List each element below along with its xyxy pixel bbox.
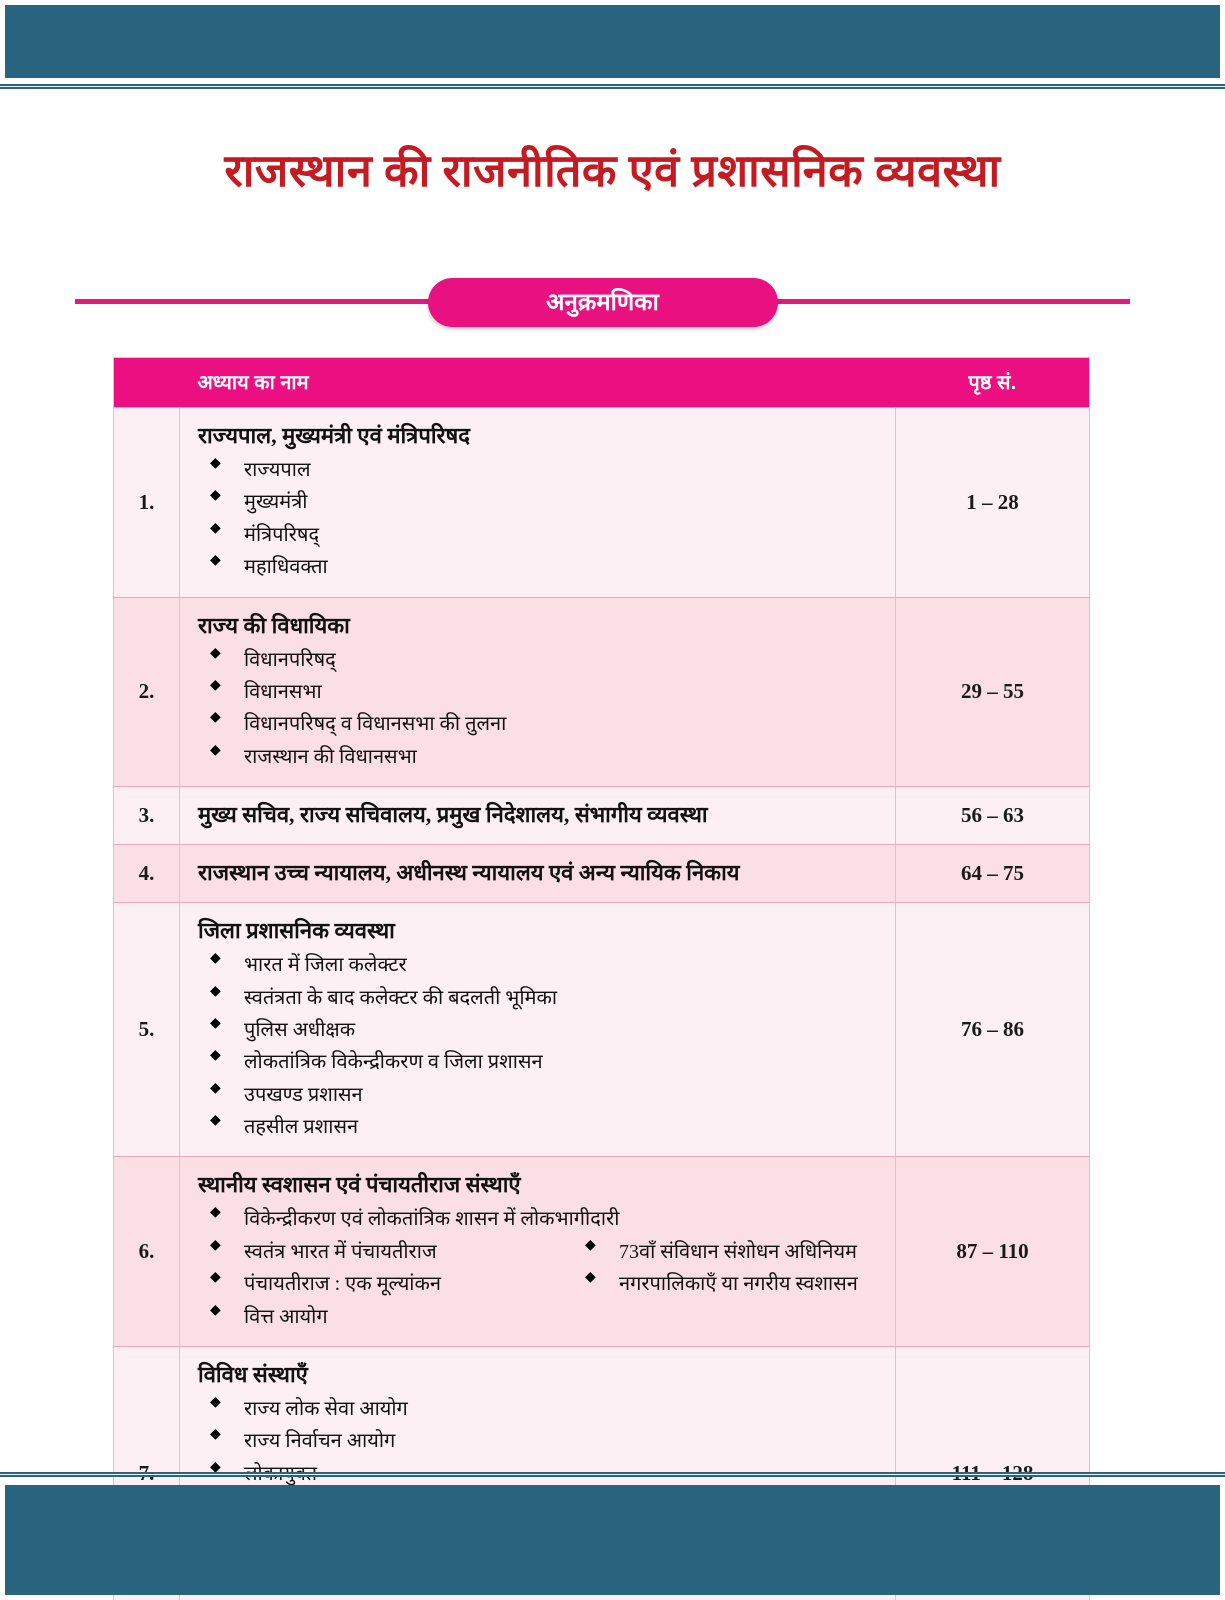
chapter-bullet-list (198, 454, 885, 584)
page-title: राजस्थान की राजनीतिक एवं प्रशासनिक व्यवस्था (224, 146, 1001, 196)
bullet-item: ◆ राज्य निर्वाचन आयोग (198, 1425, 885, 1457)
bullet-item: ◆ तहसील प्रशासन (198, 1111, 885, 1143)
row-serial-number: 1. (114, 408, 180, 598)
header-divider (0, 84, 1225, 89)
table-row (114, 1157, 1090, 1347)
chapter-title: विविध संस्थाएँ (198, 1362, 308, 1388)
chapter-title: राजस्थान उच्च न्यायालय, अधीनस्थ न्यायालय एवं अन्य न्यायिक निकाय (198, 860, 740, 886)
bullet-column-left (198, 1236, 573, 1333)
row-page-range: 87 – 110 (896, 1157, 1090, 1347)
bullet-column-right (573, 1236, 885, 1333)
column-header-serial (114, 358, 180, 408)
bullet-item: ◆ स्वतंत्र भारत में पंचायतीराज (198, 1236, 573, 1268)
table-row (114, 408, 1090, 598)
chapter-title: जिला प्रशासनिक व्यवस्था (198, 918, 395, 944)
table-header-row (114, 358, 1090, 408)
chapter-title: राज्य की विधायिका (198, 612, 350, 638)
bullet-item: ◆ राज्यपाल (198, 454, 885, 486)
bullet-item: ◆ विधानसभा (198, 676, 885, 708)
chapter-title: राज्यपाल, मुख्यमंत्री एवं मंत्रिपरिषद (198, 423, 470, 448)
row-chapter-cell (180, 903, 896, 1157)
bullet-item: ◆ राज्य लोक सेवा आयोग (198, 1393, 885, 1425)
bullet-item: ◆ पुलिस अधीक्षक (198, 1014, 885, 1046)
row-chapter-cell (180, 1157, 896, 1347)
row-chapter-cell (180, 787, 896, 845)
bullet-item: ◆ विकेन्द्रीकरण एवं लोकतांत्रिक शासन में लोकभागीदारी (198, 1203, 885, 1235)
footer-divider (0, 1472, 1225, 1477)
bullet-item: ◆ राजस्थान की विधानसभा (198, 741, 885, 773)
row-serial-number: 5. (114, 903, 180, 1157)
row-page-range: 1 – 28 (896, 408, 1090, 598)
row-chapter-cell (180, 597, 896, 787)
chapter-bullet-list (198, 644, 885, 774)
chapter-bullet-list (198, 949, 885, 1143)
bullet-item: ◆ वित्त आयोग (198, 1301, 573, 1333)
chapter-bullet-list-secondary (573, 1236, 885, 1301)
table-of-contents (113, 357, 1090, 1600)
header-band (5, 5, 1220, 78)
row-page-range: 56 – 63 (896, 787, 1090, 845)
row-serial-number: 2. (114, 597, 180, 787)
table-row (114, 787, 1090, 845)
index-badge-container (75, 278, 1130, 324)
row-serial-number: 4. (114, 845, 180, 903)
table-header (114, 358, 1090, 408)
bullet-item: ◆ 73वाँ संविधान संशोधन अधिनियम (573, 1236, 885, 1268)
bullet-item: ◆ मंत्रिपरिषद् (198, 519, 885, 551)
table-row (114, 845, 1090, 903)
bullet-item: ◆ महाधिवक्ता (198, 551, 885, 583)
row-serial-number: 3. (114, 787, 180, 845)
table-row (114, 597, 1090, 787)
bullet-item: ◆ लोकतांत्रिक विकेन्द्रीकरण व जिला प्रशासन (198, 1046, 885, 1078)
bullet-item: ◆ नगरपालिकाएँ या नगरीय स्वशासन (573, 1268, 885, 1300)
footer-band (5, 1485, 1220, 1595)
bullet-item: ◆ भारत में जिला कलेक्टर (198, 949, 885, 981)
table-body (114, 408, 1090, 1600)
row-chapter-cell (180, 845, 896, 903)
table-row (114, 903, 1090, 1157)
bullet-item: ◆ स्वतंत्रता के बाद कलेक्टर की बदलती भूमिका (198, 982, 885, 1014)
row-chapter-cell (180, 408, 896, 598)
chapter-bullet-columns (198, 1236, 885, 1333)
bullet-item: ◆ विधानपरिषद् व विधानसभा की तुलना (198, 708, 885, 740)
bullet-item: ◆ मुख्यमंत्री (198, 486, 885, 518)
chapter-title: स्थानीय स्वशासन एवं पंचायतीराज संस्थाएँ (198, 1172, 521, 1198)
row-page-range: 64 – 75 (896, 845, 1090, 903)
bullet-item: ◆ पंचायतीराज : एक मूल्यांकन (198, 1268, 573, 1300)
bullet-item: ◆ उपखण्ड प्रशासन (198, 1079, 885, 1111)
chapter-bullet-list (198, 1236, 573, 1333)
row-page-range: 29 – 55 (896, 597, 1090, 787)
bullet-item: ◆ विधानपरिषद् (198, 644, 885, 676)
column-header-page-number: पृष्ठ सं. (896, 358, 1090, 408)
chapter-lead-bullet-list (198, 1203, 885, 1235)
column-header-chapter-name: अध्याय का नाम (180, 358, 896, 408)
chapter-title: मुख्य सचिव, राज्य सचिवालय, प्रमुख निदेशालय, संभागीय व्यवस्था (198, 802, 708, 828)
row-serial-number: 6. (114, 1157, 180, 1347)
row-page-range: 76 – 86 (896, 903, 1090, 1157)
index-badge: अनुक्रमणिका (428, 278, 778, 327)
